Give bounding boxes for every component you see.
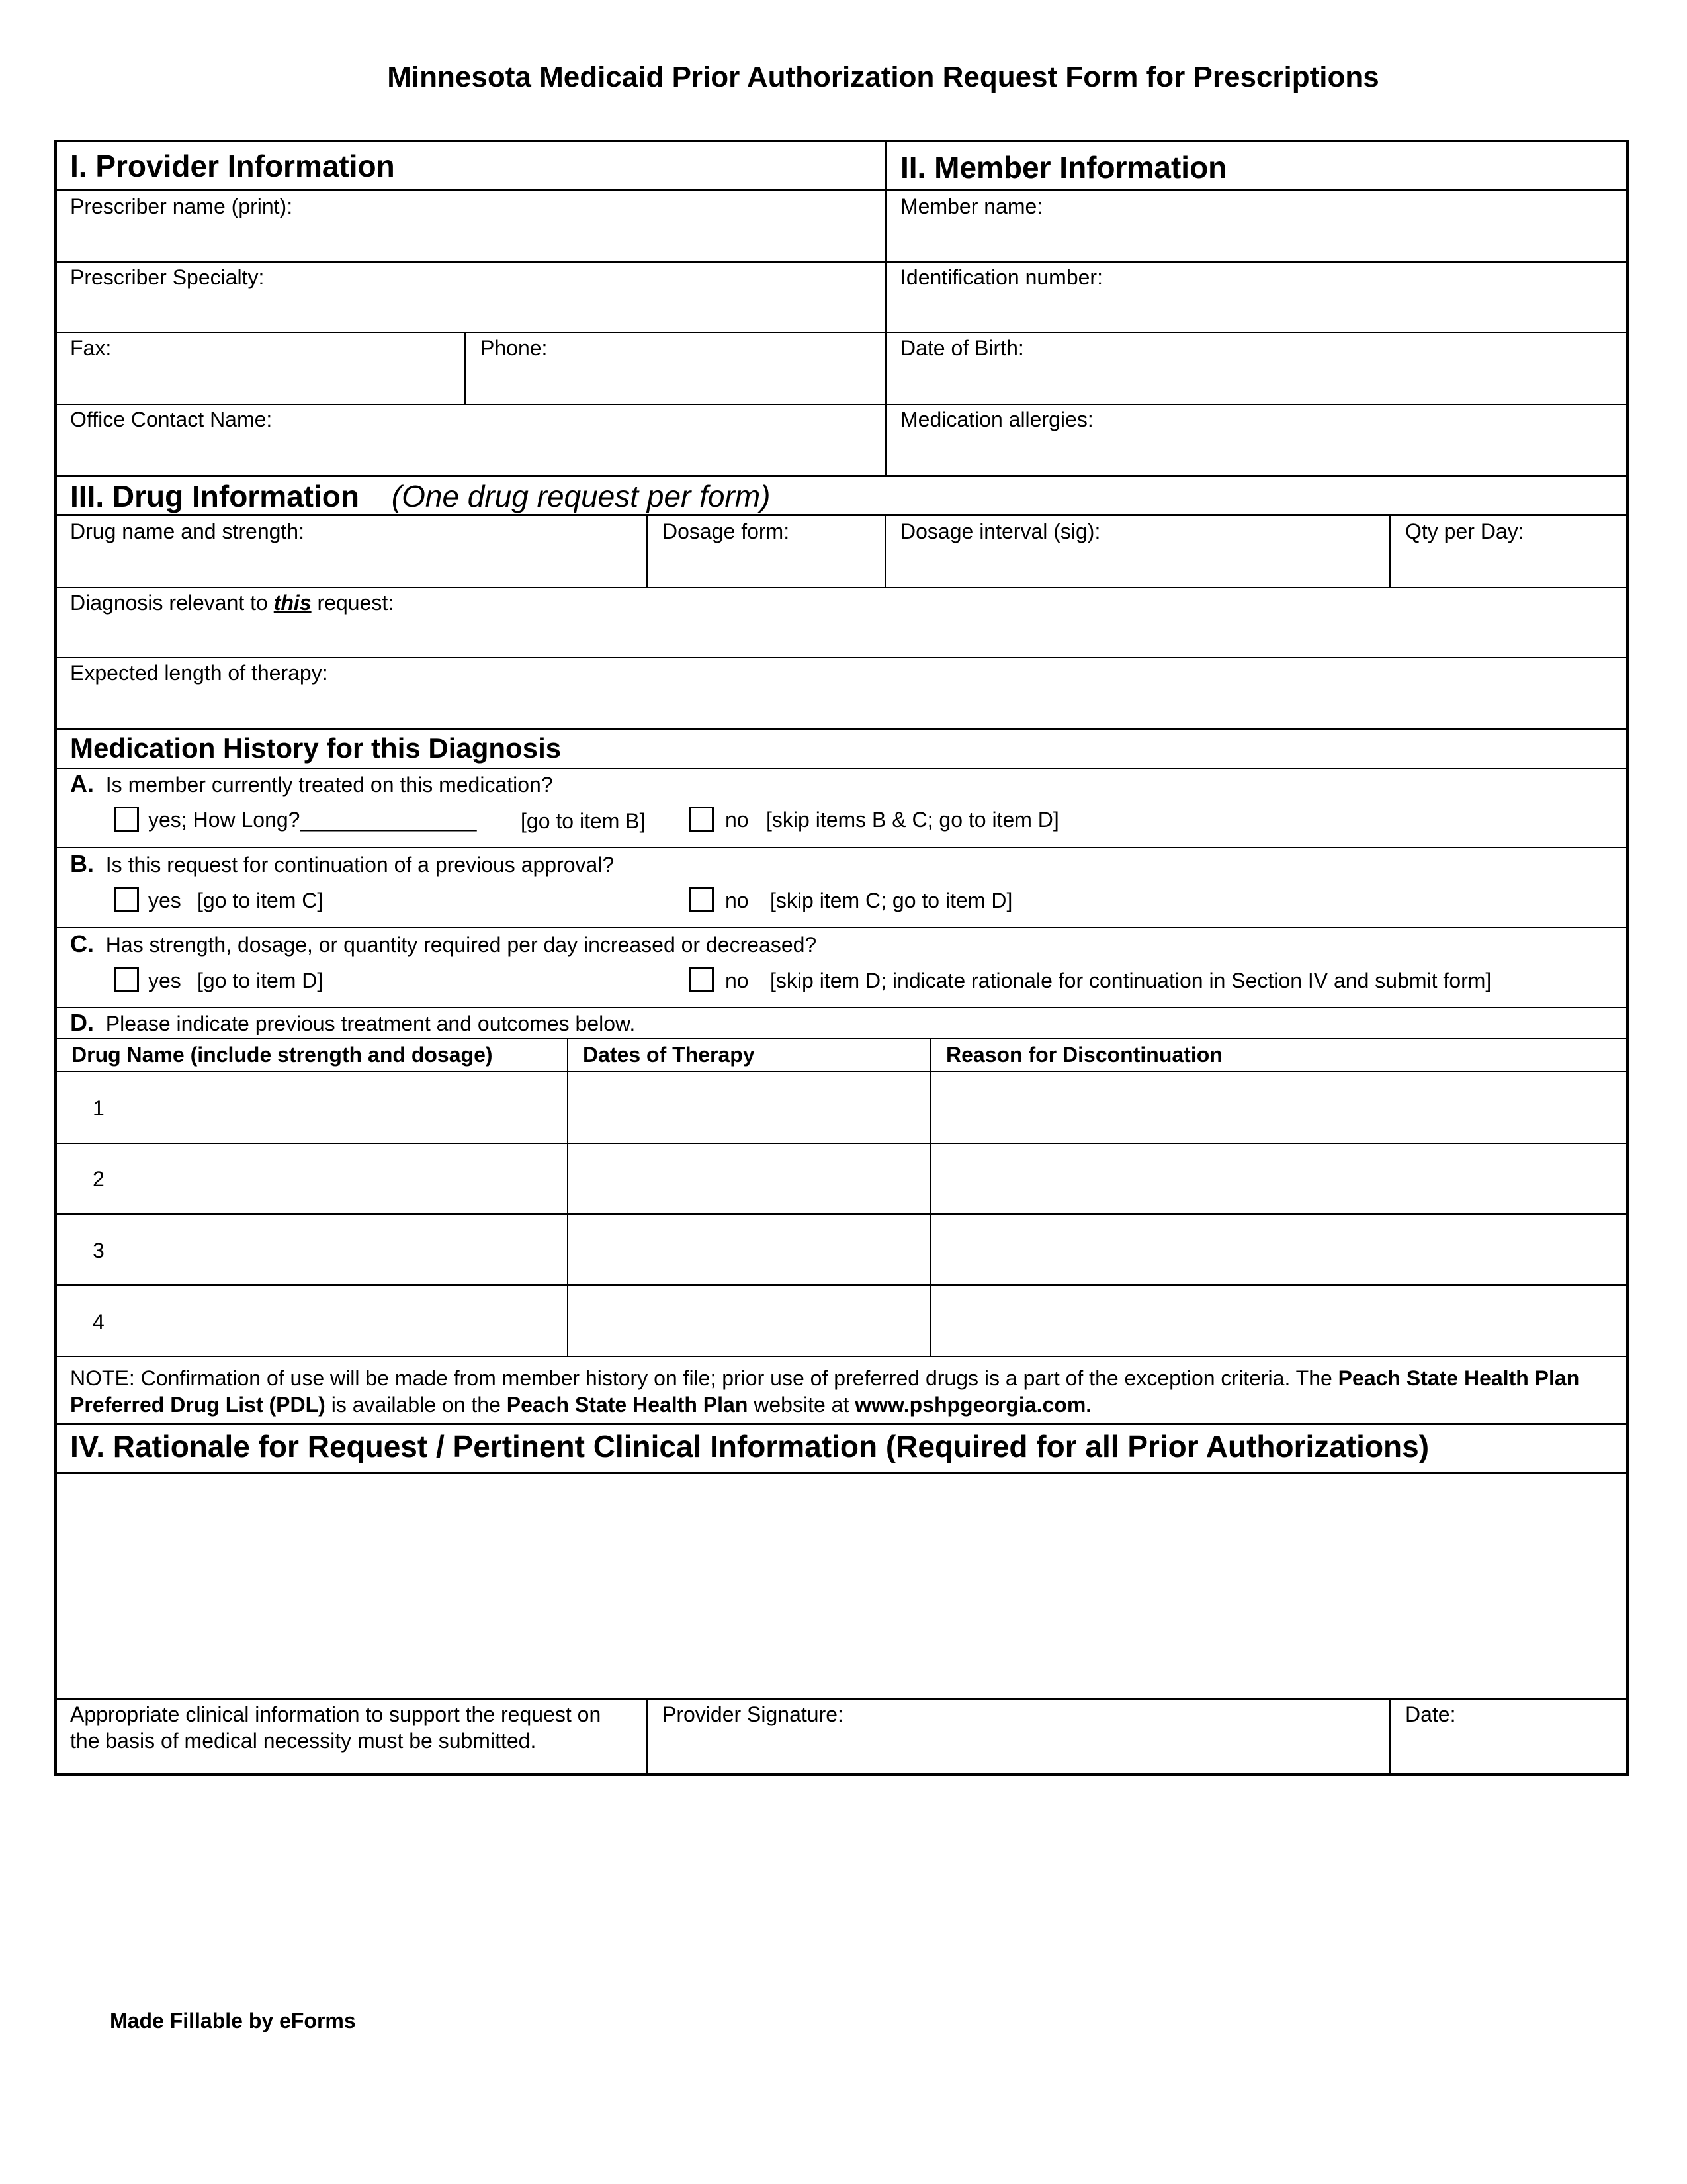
item-a-yes-label: yes; How Long?_______________ [148, 808, 477, 832]
item-a-no-label: no [725, 808, 749, 832]
row-1-drug-input[interactable] [119, 1089, 559, 1129]
item-b-yes-checkbox[interactable] [114, 887, 139, 912]
qty-per-day-label: Qty per Day: [1405, 519, 1524, 543]
line [646, 514, 648, 588]
dosage-interval-label: Dosage interval (sig): [900, 519, 1101, 543]
line [54, 728, 1629, 730]
pdl-note [70, 1365, 1618, 1418]
row-3-reason-input[interactable] [939, 1231, 1618, 1271]
row-1-reason-input[interactable] [939, 1089, 1618, 1129]
border-right [1626, 140, 1629, 1776]
phone-label: Phone: [480, 336, 548, 360]
diagnosis-label-pre: Diagnosis relevant to [70, 591, 274, 615]
line [54, 847, 1629, 848]
item-b-yes-goto: [go to item C] [197, 889, 324, 912]
note-pdl-name: Peach State Health Plan Preferred Drug List (PDL) [70, 1366, 1580, 1417]
row-4-drug-input[interactable] [119, 1303, 559, 1342]
line [54, 1213, 1629, 1215]
office-contact-input[interactable] [70, 435, 874, 469]
border-bottom [54, 1773, 1629, 1776]
line [54, 1038, 1629, 1039]
note-text-1: NOTE: Confirmation of use will be made from member history on file; prior use of preferred drugs is a part of the exception criteria. The [70, 1366, 1338, 1390]
line [54, 1284, 1629, 1286]
diagnosis-label-emphasis: this [273, 591, 312, 615]
row-2-drug-input[interactable] [119, 1160, 559, 1200]
dosage-form-input[interactable] [662, 546, 877, 581]
item-c-text: Has strength, dosage, or quantity required per day increased or decreased? [105, 933, 817, 957]
item-c-yes-checkbox[interactable] [114, 967, 139, 992]
item-a-text: Is member currently treated on this medication? [105, 773, 553, 797]
line [54, 261, 1629, 263]
prescriber-specialty-label: Prescriber Specialty: [70, 265, 265, 289]
line [54, 1472, 1629, 1474]
line [54, 1356, 1629, 1357]
diagnosis-label [70, 590, 394, 615]
note-text-3: website at [748, 1393, 855, 1417]
row-1-dates-input[interactable] [577, 1089, 921, 1129]
drug-name-strength-input[interactable] [70, 546, 639, 581]
table-header-drug-name: Drug Name (include strength and dosage) [71, 1043, 493, 1067]
item-c-letter: C. [70, 930, 94, 957]
table-header-reason: Reason for Discontinuation [946, 1043, 1223, 1067]
dosage-form-label: Dosage form: [662, 519, 790, 543]
diagnosis-input[interactable] [70, 618, 1618, 652]
table-header-dates: Dates of Therapy [583, 1043, 755, 1067]
line [54, 1423, 1629, 1425]
date-of-birth-input[interactable] [900, 363, 1618, 398]
line [567, 1038, 568, 1357]
row-4-reason-input[interactable] [939, 1303, 1618, 1342]
rationale-section-heading: IV. Rationale for Request / Pertinent Clinical Information (Required for all Prior Authorizations) [70, 1429, 1430, 1463]
medication-allergies-input[interactable] [900, 435, 1618, 469]
line [54, 587, 1629, 588]
drug-section-title: III. Drug Information [70, 479, 359, 513]
member-name-input[interactable] [900, 222, 1618, 256]
drug-name-strength-label: Drug name and strength: [70, 519, 304, 543]
item-b-yes-label: yes [148, 889, 181, 912]
line [54, 404, 1629, 405]
line [646, 1698, 648, 1774]
provider-signature-input[interactable] [662, 1729, 1382, 1767]
qty-per-day-input[interactable] [1405, 546, 1618, 581]
line [54, 657, 1629, 658]
date-input[interactable] [1405, 1729, 1618, 1767]
expected-length-input[interactable] [70, 688, 1618, 722]
item-c-yes-label: yes [148, 969, 181, 992]
item-a-yes-checkbox[interactable] [114, 807, 139, 832]
row-3-drug-input[interactable] [119, 1231, 559, 1271]
identification-number-label: Identification number: [900, 265, 1103, 289]
line [54, 768, 1629, 769]
identification-number-input[interactable] [900, 292, 1618, 327]
line [54, 332, 1629, 333]
item-a-question [70, 771, 553, 797]
line [54, 1071, 1629, 1072]
form-title: Minnesota Medicaid Prior Authorization Request Form for Prescriptions [387, 61, 1379, 93]
item-b-no-checkbox[interactable] [689, 887, 714, 912]
line [54, 927, 1629, 928]
table-row-number: 1 [93, 1096, 105, 1120]
line [54, 514, 1629, 516]
rationale-textarea[interactable] [70, 1482, 1618, 1690]
item-a-yes-goto: [go to item B] [521, 809, 646, 833]
note-website: www.pshpgeorgia.com. [855, 1393, 1092, 1417]
drug-section-heading [70, 478, 770, 514]
phone-input[interactable] [480, 363, 874, 398]
item-d-text: Please indicate previous treatment and outcomes below. [105, 1012, 636, 1035]
item-d-letter: D. [70, 1009, 94, 1036]
table-row-number: 4 [93, 1310, 105, 1334]
fax-input[interactable] [70, 363, 457, 398]
row-2-reason-input[interactable] [939, 1160, 1618, 1200]
line [54, 475, 1629, 477]
medication-allergies-label: Medication allergies: [900, 408, 1094, 431]
item-b-text: Is this request for continuation of a previous approval? [105, 853, 615, 877]
item-c-question [70, 932, 816, 957]
provider-section-heading: I. Provider Information [70, 149, 395, 183]
clinical-info-note-line1: Appropriate clinical information to support the request on [70, 1702, 601, 1726]
prescriber-specialty-input[interactable] [70, 292, 874, 327]
medication-history-heading: Medication History for this Diagnosis [70, 732, 562, 764]
line [464, 332, 466, 404]
line [54, 1143, 1629, 1144]
note-text-2: is available on the [325, 1393, 507, 1417]
item-a-letter: A. [70, 770, 94, 797]
item-b-letter: B. [70, 850, 94, 877]
line [930, 1038, 931, 1357]
prescriber-name-input[interactable] [70, 222, 874, 256]
item-a-no-checkbox[interactable] [689, 807, 714, 832]
provider-signature-label: Provider Signature: [662, 1702, 844, 1726]
item-b-question [70, 852, 614, 877]
table-row-number: 2 [93, 1167, 105, 1191]
item-b-no-label: no [725, 889, 749, 912]
diagnosis-label-post: request: [311, 591, 394, 615]
table-row-number: 3 [93, 1239, 105, 1262]
fax-label: Fax: [70, 336, 112, 360]
row-2-dates-input[interactable] [577, 1160, 921, 1200]
expected-length-label: Expected length of therapy: [70, 661, 328, 685]
item-c-yes-goto: [go to item D] [197, 969, 324, 992]
note-plan-name: Peach State Health Plan [506, 1393, 748, 1417]
line [1389, 1698, 1391, 1774]
item-b-no-goto: [skip item C; go to item D] [770, 889, 1013, 912]
drug-section-note: (One drug request per form) [391, 479, 771, 513]
item-d-question [70, 1010, 635, 1036]
border-top [54, 140, 1629, 142]
line [54, 1698, 1629, 1700]
line [885, 514, 886, 588]
date-of-birth-label: Date of Birth: [900, 336, 1024, 360]
item-c-no-goto: [skip item D; indicate rationale for continuation in Section IV and submit form] [770, 969, 1492, 992]
office-contact-label: Office Contact Name: [70, 408, 273, 431]
item-a-no-goto: [skip items B & C; go to item D] [766, 808, 1059, 832]
prescriber-name-label: Prescriber name (print): [70, 195, 293, 218]
eforms-credit: Made Fillable by eForms [110, 2009, 356, 2032]
item-c-no-checkbox[interactable] [689, 967, 714, 992]
line [1389, 514, 1391, 588]
item-c-no-label: no [725, 969, 749, 992]
row-3-dates-input[interactable] [577, 1231, 921, 1271]
member-name-label: Member name: [900, 195, 1043, 218]
date-label: Date: [1405, 1702, 1456, 1726]
clinical-info-note-line2: the basis of medical necessity must be submitted. [70, 1729, 537, 1753]
line [54, 1007, 1629, 1008]
line [54, 189, 1629, 191]
member-section-heading: II. Member Information [900, 150, 1227, 185]
border-left [54, 140, 57, 1776]
dosage-interval-input[interactable] [900, 546, 1382, 581]
row-4-dates-input[interactable] [577, 1303, 921, 1342]
